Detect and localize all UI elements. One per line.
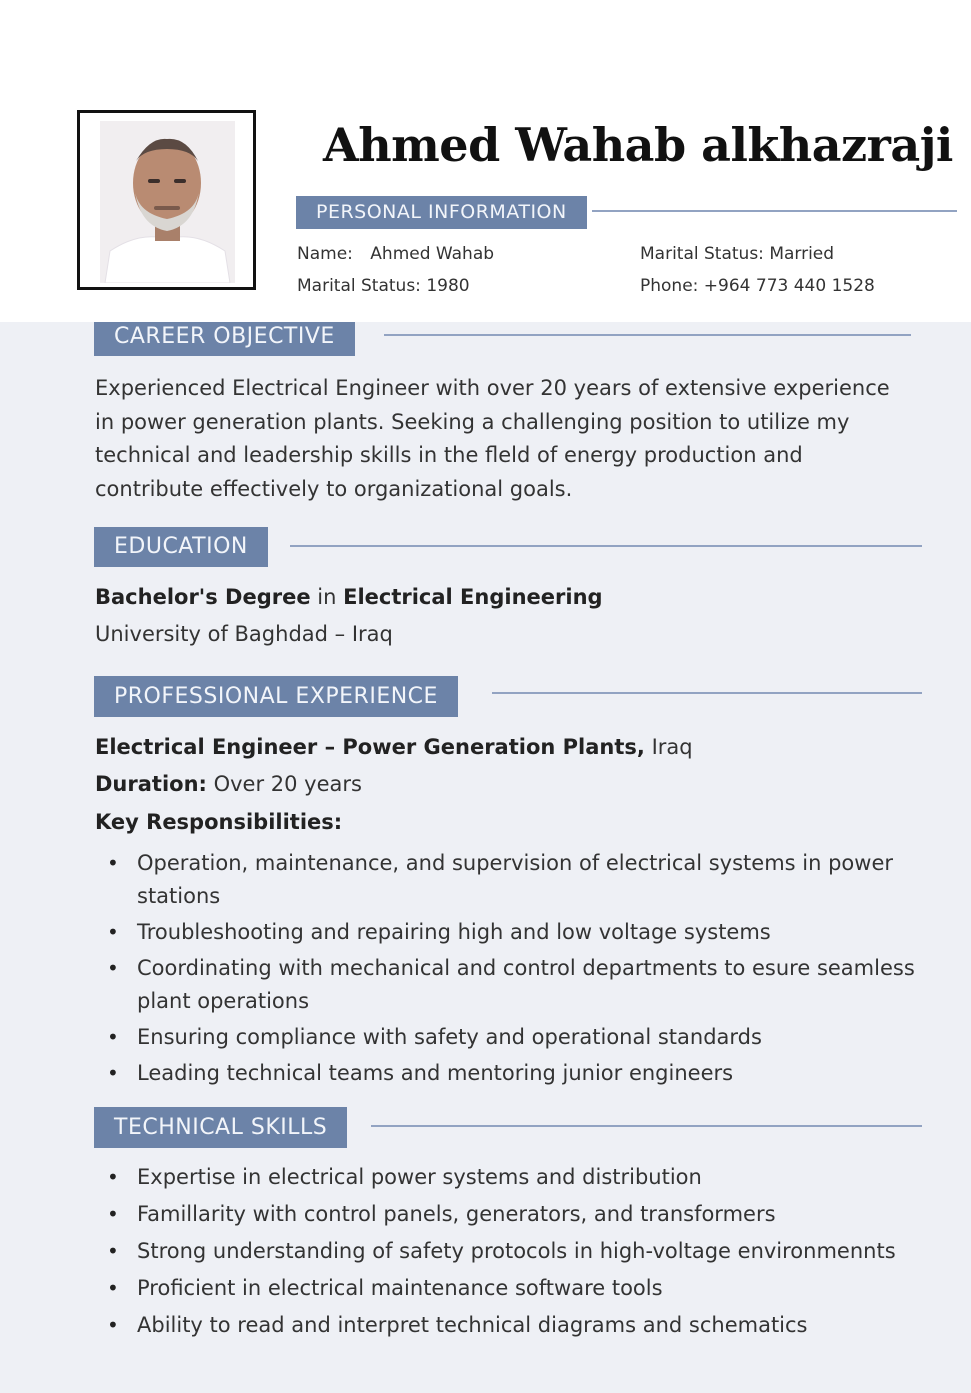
professional-experience-heading: PROFESSIONAL EXPERIENCE: [94, 676, 458, 717]
university: University of Baghdad – Iraq: [95, 622, 393, 646]
responsibilities-label: Key Responsibilities:: [95, 810, 343, 834]
list-item: • Coordinating with mechanical and control departments to esure seamless plant operations: [105, 952, 915, 1018]
birth-value: 1980: [426, 276, 470, 296]
profile-photo: [77, 110, 256, 290]
degree-connector: in: [310, 585, 344, 609]
phone-value: +964 773 440 1528: [703, 276, 875, 296]
name-value: Ahmed Wahab: [370, 244, 495, 264]
phone-label: Phone:: [640, 276, 699, 296]
list-item: • Troubleshooting and repairing high and low voltage systems: [105, 916, 915, 949]
job-role: Electrical Engineer – Power Generation Plants,: [95, 735, 645, 759]
list-item: • Strong understanding of safety protocols in high-voltage environmennts: [105, 1235, 915, 1268]
marital-label: Marital Status:: [640, 244, 764, 264]
job-title: [95, 735, 693, 759]
name-field: [297, 244, 494, 264]
candidate-name: Ahmed Wahab alkhazraji: [323, 118, 953, 172]
section-rule: [384, 334, 911, 336]
technical-skills-heading: TECHNICAL SKILLS: [94, 1107, 347, 1148]
section-rule: [492, 692, 922, 694]
birth-field: [297, 276, 470, 296]
duration-value: Over 20 years: [206, 772, 362, 796]
list-item: • Ensuring compliance with safety and operational standards: [105, 1021, 915, 1054]
education-heading: EDUCATION: [94, 527, 268, 567]
list-item: • Leading technical teams and mentoring junior engineers: [105, 1057, 915, 1090]
duration-label: Duration:: [95, 772, 207, 796]
career-objective-text: Experienced Electrical Engineer with over 20 years of extensive experience in power generation plants. Seeking a challenging position to utilize my technical and leadership skills in the fleld of energy production and contribute effectively to organizational goals.: [95, 376, 890, 501]
list-item: • Proficient in electrical maintenance software tools: [105, 1272, 915, 1305]
list-item: • Famillarity with control panels, generators, and transformers: [105, 1198, 915, 1231]
job-location: Iraq: [644, 735, 693, 759]
degree-title: Bachelor's Degree: [95, 585, 311, 609]
career-objective-heading: CAREER OBJECTIVE: [94, 322, 355, 356]
birth-label: Marital Status:: [297, 276, 421, 296]
section-rule: [371, 1125, 922, 1127]
list-item: • Expertise in electrical power systems and distribution: [105, 1161, 915, 1194]
duration: [95, 772, 362, 796]
marital-value: Married: [769, 244, 835, 264]
degree-field: Electrical Engineering: [343, 585, 603, 609]
responsibilities-list: [105, 847, 915, 1090]
skills-list: [105, 1161, 915, 1342]
list-item: • Ability to read and interpret technical diagrams and schematics: [105, 1309, 915, 1342]
degree: [95, 585, 603, 609]
name-label: Name:: [297, 244, 353, 264]
list-item: • Operation, maintenance, and supervision of electrical systems in power stations: [105, 847, 915, 913]
section-rule: [290, 545, 922, 547]
person-portrait-icon: [100, 121, 235, 283]
personal-information-heading: PERSONAL INFORMATION: [296, 196, 587, 229]
phone-field: [640, 276, 875, 296]
marital-field: [640, 244, 834, 264]
section-rule: [592, 210, 957, 212]
